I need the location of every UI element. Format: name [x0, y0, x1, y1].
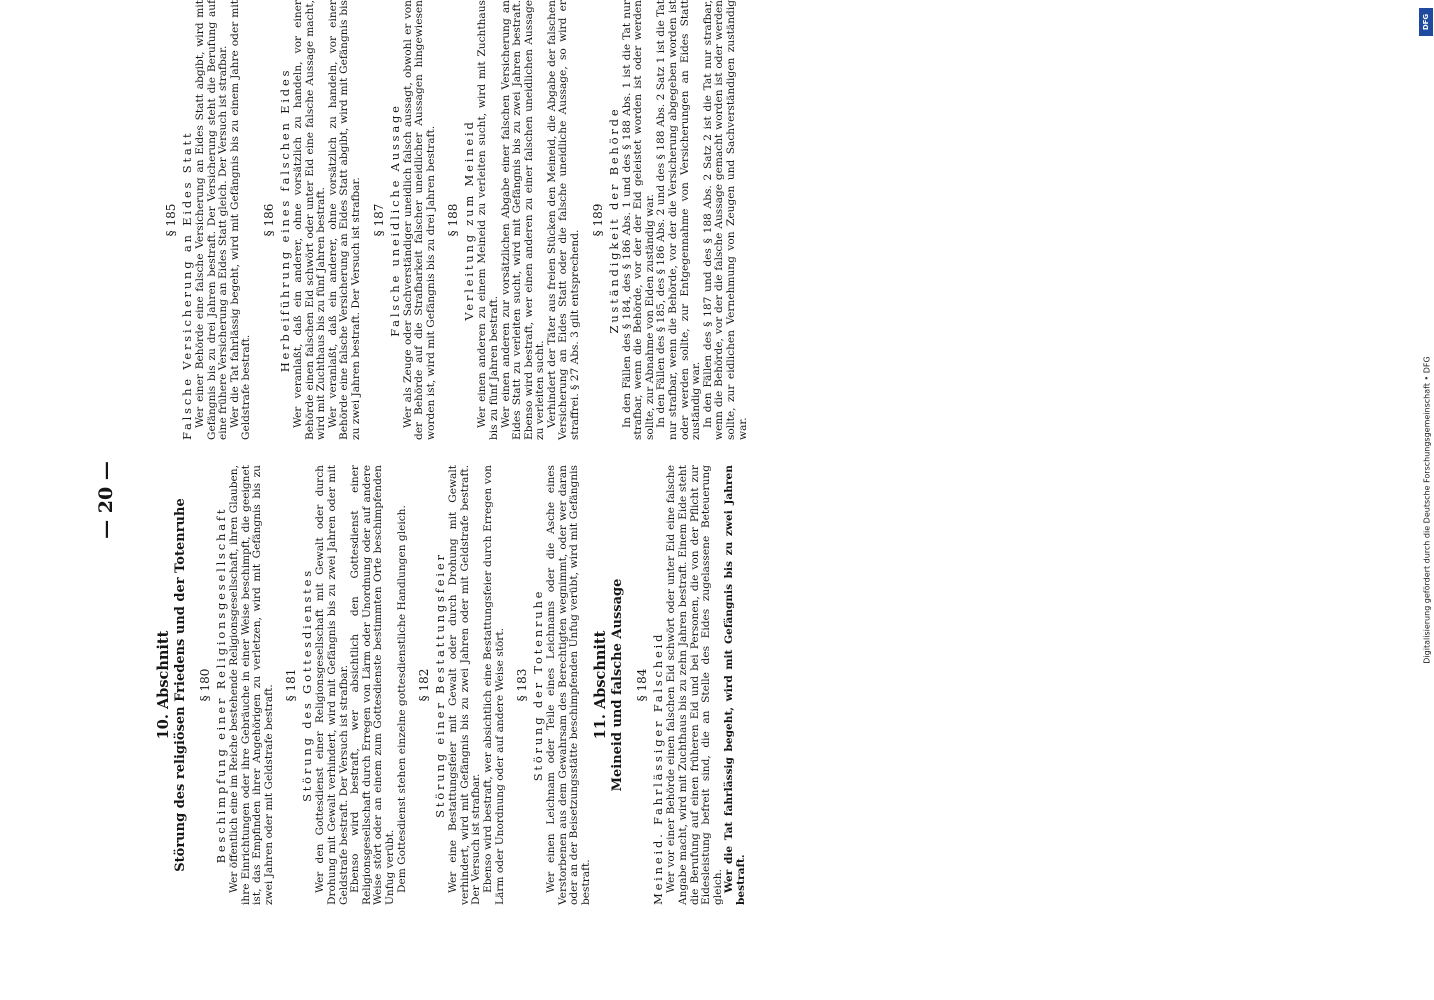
paragraph-number: § 183 — [515, 668, 530, 702]
paragraph-number: § 180 — [198, 668, 212, 702]
body-text: Ebenso wird bestraft, wer absichtlich den Gottesdienst einer Religionsgesellschaft durch Erregen von Lärm oder Unordnung oder auf andere Weise stört oder an einem zum Gottesdienste bestimmten Orte beschimpfenden Unfug verübt. — [349, 465, 396, 905]
section-heading: Herbeiführung eines falschen Eides — [277, 67, 292, 373]
paragraph-number: § 186 — [261, 203, 276, 237]
right-column — [155, 0, 749, 440]
body-text: Wer öffentlich eine im Reiche bestehende Religionsgesellschaft, ihren Glauben, ihre Einrichtungen oder ihre Gebräuche in einer Weise beschimpft, die geeignet ist, das Empfinden ihrer Angehörigen zu verletzen, wird mit Gefängnis bis zu zwei Jahren oder mit Geldstrafe bestraft. — [228, 465, 275, 905]
page-number: — 20 — — [95, 461, 117, 539]
paragraph-number: § 184 — [635, 668, 650, 702]
section-heading: Zuständigkeit der Behörde — [606, 106, 621, 334]
left-column — [155, 465, 748, 905]
body-text: Wer veranlaßt, daß ein anderer, ohne vorsätzlich zu handeln, vor einer Behörde eine falsche Versicherung an Eides Statt abgibt, wird mit Gefängnis bis zu zwei Jahren bestraft. Der Versuch ist strafbar. — [326, 0, 362, 440]
chapter-number: 10. Abschnitt — [155, 630, 172, 740]
body-text: In den Fällen des § 185, des § 186 Abs. 2 und des § 188 Abs. 2 Satz 1 ist die Tat nur strafbar, wenn die Behörde, vor der die Versicherung abgegeben worden ist oder werden sollte, zur Entgegennahme von Versicherungen an Eides Statt zuständig war. — [655, 0, 703, 440]
body-text: Wer die Tat fahrlässig begeht, wird mit Gefängnis bis zu einem Jahre oder mit Geldstrafe bestraft. — [228, 0, 253, 440]
digitization-note — [1421, 160, 1433, 860]
body-text: In den Fällen des § 187 und des § 188 Abs. 2 Satz 2 ist die Tat nur strafbar, wenn die Behörde, vor der die falsche Aussage gemacht worden ist oder werden sollte, zur eidlichen Vernehmung von Zeugen und Sachverständigen zuständig war. — [701, 0, 749, 440]
section-heading: Verleitung zum Meineid — [462, 119, 477, 321]
body-text: Wer die Tat fahrlässig begeht, wird mit Gefängnis bis zu zwei Jahren bestraft. — [723, 465, 748, 905]
body-text: Wer veranlaßt, daß ein anderer, ohne vorsätzlich zu handeln, vor einer Behörde einen falschen Eid schwört oder unter Eid eine falsche Aussage macht, wird mit Zuchthaus bis zu fünf Jahren bestraft. — [291, 0, 328, 440]
section-heading: Beschimpfung einer Religionsgesellschaft — [214, 506, 228, 864]
section-heading: Störung des Gottesdienstes — [300, 568, 315, 802]
section-heading: Störung der Totenruhe — [531, 588, 546, 782]
paragraph-number: § 188 — [446, 203, 461, 237]
body-text: Wer einen anderen zur vorsätzlichen Abgabe einer falschen Versicherung an Eides Statt zu verleiten sucht, wird mit Gefängnis bis zu zwei Jahren bestraft. Ebenso wird bestraft, wer einen anderen zu einer falschen uneidlichen Aussage zu verleiten sucht. — [499, 0, 547, 440]
digitization-note-text: Digitalisierung gefördert durch die Deutsche Forschungsgemeinschaft • DFG — [1422, 356, 1432, 664]
section-heading: Falsche uneidliche Aussage — [387, 103, 402, 337]
paragraph-number: § 189 — [590, 203, 605, 237]
section-heading: Meineid. Fahrlässiger Falscheid — [651, 631, 666, 905]
section-heading: Störung einer Bestattungsfeier — [433, 552, 448, 818]
section-heading: Falsche Versicherung an Eides Statt — [180, 130, 194, 440]
body-text: Wer den Gottesdienst einer Religionsgesellschaft mit Gewalt oder durch Drohung mit Gewalt verhindert, wird mit Gefängnis bis zu zwei Jahren oder mit Geldstrafe bestraft. Der Versuch ist strafbar. — [314, 465, 350, 905]
chapter-number: 11. Abschnitt — [592, 630, 610, 740]
body-text: In den Fällen des § 184, des § 186 Abs. 1 und des § 188 Abs. 1 ist die Tat nur strafbar, wenn die Behörde, vor der der Eid geleistet worden ist oder werden sollte, zur Abnahme von Eiden zuständig war. — [620, 0, 656, 440]
dfg-logo — [1419, 8, 1433, 36]
body-text: Ebenso wird bestraft, wer absichtlich eine Bestattungsfeier durch Erregen von Lärm oder Unordnung oder auf andere Weise stört. — [481, 465, 506, 905]
body-text: Wer einen Leichnam oder Teile eines Leichnams oder die Asche eines Verstorbenen aus dem Gewahrsam des Berechtigten wegnimmt, oder wer daran oder an der Beisetzungsstätte beschimpfenden Unfug verübt, wird mit Gefängnis bestraft. — [545, 465, 592, 905]
chapter-title: Meineid und falsche Aussage — [610, 578, 626, 792]
body-text: Wer als Zeuge oder Sachverständiger uneidlich falsch aussagt, obwohl er von der Behörde auf die Strafbarkeit falscher uneidlicher Aussagen hingewiesen worden ist, wird mit Gefängnis bis zu drei Jahren bestraft. — [401, 0, 437, 440]
body-text: Dem Gottesdienst stehen einzelne gottesdienstliche Handlungen gleich. — [395, 505, 408, 893]
dfg-logo-text: DFG — [1422, 13, 1430, 31]
paragraph-number: § 185 — [164, 203, 178, 237]
body-text: Wer einer Behörde eine falsche Versicherung an Eides Statt abgibt, wird mit Gefängnis bis zu drei Jahren bestraft. Der Versicherung steht die Berufung auf eine frühere Versicherung an Eides Statt gleich. Der Versuch ist strafbar. — [194, 0, 230, 440]
paragraph-number: § 181 — [284, 668, 299, 702]
body-text: Wer vor einer Behörde einen falschen Eid schwört oder unter Eid eine falsche Angabe macht, wird mit Zuchthaus bis zu zehn Jahren bestraft. Einem Eide steht die Berufung auf einen früheren Eid und bei Personen, die von der Pflicht zur Eidesleistung befreit sind, die an Stelle des Eides zugelassene Beteuerung gleich. — [665, 465, 724, 905]
chapter-title: Störung des religiösen Friedens und der Totenruhe — [173, 498, 188, 872]
body-text: Wer einen anderen zu einem Meineid zu verleiten sucht, wird mit Zuchthaus bis zu fünf Jahren bestraft. — [476, 0, 500, 440]
paragraph-number: § 187 — [371, 203, 386, 237]
body-text: Verhindert der Täter aus freien Stücken den Meineid, die Abgabe der falschen Versicherung an Eides Statt oder die falsche uneidliche Aussage, so wird er straffrei. § 27 Abs. 3 gilt entsprechend. — [545, 0, 582, 440]
body-text: Wer eine Bestattungsfeier mit Gewalt oder durch Drohung mit Gewalt verhindert, wird mit Gefängnis bis zu zwei Jahren oder mit Geldstrafe bestraft. Der Versuch ist strafbar. — [447, 465, 483, 905]
paragraph-number: § 182 — [417, 668, 432, 702]
